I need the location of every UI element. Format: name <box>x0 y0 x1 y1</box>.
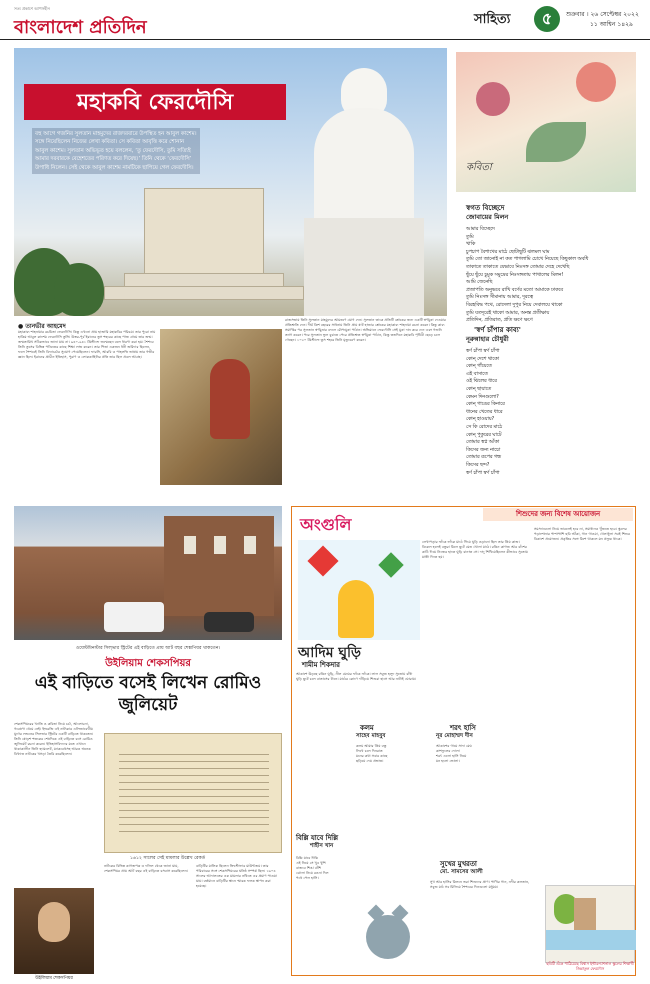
poem-author: নূরুন্নাহার চৌধুরী <box>466 335 509 343</box>
manuscript-lines <box>119 748 269 838</box>
kids-story-title: আদিম ঘুড়ি <box>298 645 361 661</box>
story-column: শেকসপিয়রের খ্যাতি ও কবিতা নিয়ে চর্চা, আলোচনা, গবেষণা থেমে নেই। ইংরেজি এই নাট্যকার এলিজাবেথীয় যুগের লন্ডনের সিলভার স্ট্রিটের একটি বাড়িতে থাকতেন। তিনি ষোড়শ শতকের শেষদিকে এই বাড়িতে বসে রোমিও জুলিয়েট রচনা করেন। ইতিহাসবিদদের মতে এখানে থাকাকালীন তিনি হ্যামলেট, ম্যাকবেথসহ আরও অনেক বিখ্যাত নাটকের খসড়া তৈরি করেছিলেন। <box>14 722 94 756</box>
kids-poem-body: সুখ আর হাসির মিলনে ভরা শিশুদের প্রাণ। পাখির গান, নদীর কলতান, সবুজ মাঠ সব মিলিয়ে শৈশবের দিনগুলো মধুময়। <box>430 880 530 889</box>
cat-body <box>366 915 410 959</box>
statue-body <box>314 108 414 228</box>
flower-art <box>476 82 510 116</box>
feature-intro: বহু আগে গজনির সুলতান মাহমুদের রাজদরবারে উপস্থিত হন আবুল কাশেম। সঙ্গে নিয়েছিলেন নিজের লেখা কবিতা। সে কবিতা আবৃত্তি করে শোনান আবুল কাশেম। সুলতান অভিভূত হয়ে বললেন, ‘তু ফেরদৌসি, তুমি সত্যিই আমার দরবারকে বেহেশতের পরিণত করে দিয়েছ।’ তিনি থেকে ‘ফেরদৌসি’ উপাধি নিলেন। সেই থেকে আবুল কাশেম নামটিকে ছাপিয়ে গেল ফেরদৌসি। <box>32 128 200 174</box>
drawing-caption: ছবিটি এঁকে পাঠিয়েছে বিশ্বাস ইন্টারন্যাশনাল স্কুলের শিক্ষার্থী জিন্নাতুল ফেরদৌস <box>546 961 634 971</box>
kids-poem-body: বিল্লি যাবে দিল্লি এই নিয়ে সে খুব খুশি বাজবে শিঙা বাঁশি ঝোলা নিয়ে রওনা দিল পথে পেল হাসি। <box>296 856 329 880</box>
feature-author: ● তানভীর আহমেদ <box>18 323 66 330</box>
feature-hero-photo <box>14 48 447 316</box>
flower-art <box>576 62 616 102</box>
logo-tagline: সত্য প্রকাশে আপসহীন <box>14 6 50 11</box>
date-line-secondary: ১১ আশ্বিন ১৪২৯ <box>590 21 633 28</box>
window <box>244 536 256 554</box>
poem-author: জোবায়ের মিলন <box>466 213 509 221</box>
poem-body: আমার বিচ্ছেদে তুমি খাকি চুপচাপ বৈশাখের মাঠে ছোটাছুটি ঝলমল ঘাম তুমি তো জানোই না কত পাগলামি চোখে নিয়েছে কিছুকাল অবধি তাকাতে তাকাতে যেভাবে নিঃসঙ্গ তোমার দেহে দেখেছি ছুঁয়ে ছুঁয়ে চুমুক সমুদ্রের নিঃসঙ্গতায় পাখালের মিলন! আমি জেনেছি প্রজাপতি অনুভবে রাখি বর্ণের মতো আমাকে ঢাকবে তুমি নিঃসঙ্গ সীমানায় আমার, দূরত্বে বিরহবিদ্ধ পথে, রোদেলা দুপুর নিয়ে দেবালয়ে থাকো তুমি যতদূরেই থাকো আমার, অনন্ত প্রতীক্ষায় প্রতিদিন, প্রতিরাত, প্রতি ক্ষণে ক্ষণে <box>466 227 589 324</box>
poem-title: 'স্বর্ণ চাঁপার কাব্য' <box>474 326 521 334</box>
kids-special-label: শিশুদের জন্য বিশেষ আয়োজন <box>483 508 633 521</box>
portrait-face <box>38 902 70 942</box>
kids-poem-author: শাহীন খান <box>310 843 334 849</box>
kids-story-text: আকাশে উড়ছে রঙিন ঘুড়ি, নীল মেঘের ফাঁকে ফাঁকে। লাল সবুজ হলুদ সুতোয় বাঁধা ঘুড়ি ছুটে চলে বাতাসের টানে। মাঠের কোণে দাঁড়িয়ে শিশুরা হাসে আর নাটাই ঘোরায়। <box>296 672 417 681</box>
manuscript-image <box>104 733 282 853</box>
kids-column-text: সমস্যাগুলো নিয়ে ভাবলেই হবে না, সমাধানও খুঁজতে হবে। স্কুলের পড়াশোনার পাশাপাশি ছবি আঁকা, গান গাওয়া, খেলাধুলা সবই শিশুর বিকাশে প্রয়োজন। প্রকৃতির সঙ্গে মিশে থাকলে মন প্রফুল্ল থাকে। <box>534 527 630 541</box>
story-column: বাড়িটির মালিক ছিলেন ক্রিস্টোফার মাউন্টজয়। তার পরিবারের সঙ্গে শেকসপিয়রের ঘনিষ্ঠ সম্পর্ক ছিল। ১৬০৪ সালের আদালতের এক মামলার নথিতে এর প্রমাণ পাওয়া যায়। বর্তমানে বাড়িটির স্থানে স্মারক ফলক স্থাপন করা হয়েছে। <box>196 864 277 888</box>
kids-poem-title: বিল্লি যাবে দিল্লি <box>296 834 338 842</box>
kids-poem-author: সাহেব মাহবুব <box>356 733 386 739</box>
poetry-column <box>456 52 636 492</box>
manuscript-caption: ১৬১২ সালের সেই মামলার উল্লেখ রেকর্ড <box>130 856 206 861</box>
kite-illustration <box>298 540 420 640</box>
story-column: নাটকের বিভিন্ন কাগজপত্র ও দলিল থেকে জানা যায়, শেকসপিয়র প্রায় আট বছর এই বাড়িতে বসবাস করেছিলেন। <box>104 864 189 873</box>
kids-poem-author: নূর মোহাম্মদ দীন <box>436 733 473 739</box>
kids-poem-body: আকাশের গায়ে সাদা মেঘ কাশফুলের দোলা শরৎ এলো হাসি নিয়ে মন হলো ভোলা। <box>436 744 472 763</box>
kids-story-author: শামীম শিকদার <box>302 661 340 669</box>
kids-poem-title: কলম <box>360 724 374 732</box>
car <box>204 612 254 632</box>
story-headline: এই বাড়িতে বসেই লিখেন রোমিও জুলিয়েট <box>34 673 262 715</box>
window <box>214 536 226 554</box>
cat-illustration <box>356 895 420 965</box>
child-photo <box>574 898 596 930</box>
section-name: সাহিত্য <box>474 12 511 27</box>
tomb-step <box>104 286 304 300</box>
tree <box>54 263 104 316</box>
date-line: শুক্রবার । ২৬ সেপ্টেম্বর ২০২২ <box>566 11 639 18</box>
house-photo <box>14 506 282 640</box>
feature-column-right: রাজসভায় তিনি সুলতান মাহমুদের আমন্ত্রণে যোগ দেন। সুলতান তাকে প্রতিটি শ্লোকের জন্য একটি স্বর্ণমুদ্রা দেওয়ার প্রতিশ্রুতি দেন। দীর্ঘ ত্রিশ বছরের সাধনায় তিনি প্রায় ষাট হাজার শ্লোকের মহাকাব্য শাহনামা রচনা করেন। কিন্তু কাব্য সমাপ্তির পর সুলতান স্বর্ণমুদ্রার বদলে রৌপ্যমুদ্রা পাঠান। অভিমানে ফেরদৌসি সেই মুদ্রা দান করে দেন এবং গজনি ত্যাগ করেন। পরে সুলতান ভুল বুঝতে পেরে প্রতিশ্রুত স্বর্ণমুদ্রা পাঠান, কিন্তু ততদিনে মহাকবি পৃথিবী ছেড়ে চলে গেছেন। ১০২০ খ্রিস্টাব্দে তুস শহরে তিনি মৃত্যুবরণ করেন। <box>285 318 446 342</box>
kite-shape <box>378 552 403 577</box>
boy-figure <box>338 580 374 638</box>
building <box>164 516 274 616</box>
kids-poem-title: সুখের মুখরতা <box>440 860 477 868</box>
masthead <box>0 0 650 40</box>
kids-poem-author: মো. সামসের আলী <box>440 869 483 875</box>
tomb-step <box>124 273 284 287</box>
painted-figure <box>210 359 250 439</box>
kids-banner-title: অংগুলি <box>300 515 352 534</box>
poetry-label: কবিতা <box>466 162 492 173</box>
kids-poem-body: কলম আমার প্রিয় বন্ধু লিখে চলে দিনরাত মনের কথা সবার কাছে ছড়িয়ে দেয় প্রভাত। <box>356 744 388 763</box>
logo[interactable] <box>14 6 164 36</box>
window <box>184 536 196 554</box>
leaf-art <box>526 122 586 162</box>
van <box>104 602 164 632</box>
house-photo-caption: ওয়েস্টমিনস্টার সিল্ভার স্ট্রিটের এই বাড়িতে প্রায় আট বছর শেক্সপিয়র থাকতেন। <box>75 646 221 651</box>
story-kicker: উইলিয়াম শেকসপিয়র <box>105 658 191 669</box>
poetry-illustration <box>456 52 636 192</box>
tomb-monument <box>144 188 264 278</box>
poem-title: স্বগত বিচ্ছেদে <box>466 204 505 212</box>
poem-body: স্বর্ণ চাঁপা স্বর্ণ চাঁপা কোন্ দেশে থাকো কোন্ গাঁয়েতে এই বাসাতে ওই ঝিলের ধারে কোন্ ছায়াতে কেমন দিনগুলো? কোন্ গাঙের কিনারে ধানের খেতের ধারে কোন্ হাওয়ায়? সে কি রোদের মাঠে কোন্ পুকুরের ঘাটে তোমার স্বপ্ন আঁকা কিসের জন্য নাচো তোমার রূপের গন্ধ কিসের ছন্দ? স্বর্ণ চাঁপা স্বর্ণ চাঁপা <box>466 349 505 476</box>
kids-banner <box>300 512 418 534</box>
statue-pedestal <box>304 218 424 316</box>
shakespeare-portrait <box>14 888 94 974</box>
kite-shape <box>307 545 338 576</box>
ferdowsi-painting <box>160 329 282 485</box>
feature-title: মহাকবি ফেরদৌসি <box>24 84 286 120</box>
kids-story-text: লেখাপড়ার ফাঁকে ফাঁকে মাঠে গিয়ে ঘুড়ি ওড়ানো ছিল তার প্রিয় কাজ। বিকেল হলেই বন্ধুরা মিলে ছুটে যেত খোলা মাঠে। রঙিন কাগজ আর বাঁশের কাঠি দিয়ে নিজের হাতে ঘুড়ি বানাত সে। দাদু শিখিয়েছিলেন কীভাবে সুতোয় মাঞ্জা দিতে হয়। <box>422 540 528 559</box>
drawing-river <box>546 930 636 950</box>
kids-poem-title: শরৎ হাসি <box>450 724 476 732</box>
portrait-caption: উইলিয়াম শেকসপিয়র <box>35 976 73 981</box>
page-number-badge: ৫ <box>534 6 560 32</box>
logo-text: বাংলাদেশ প্রতিদিন <box>14 17 147 38</box>
feature-column-left: মহাকাব্য শাহনামার রচয়িতা ফেরদৌসি। কিন্তু এখনো প্রায় হাজারি মহাকবির পরিচয়। তার পুরো নাম হাকিম আবুল কাশেম ফেরদৌসি তুসি। উত্তর-পূর্ব ইরানের তুস শহরের কাছে পাজ গ্রামে তার জন্ম। জন্মতারিখ সঠিকভাবে জানা যায় না। ৯৪০-৯৪১ খ্রিস্টাব্দে জন্মেছেন বলে ধারণা করা হয়। শৈশবে তিনি তুসের বিভিন্ন পণ্ডিতের কাছে শিক্ষা লাভ করেন। তার পিতা একজন ধনী জমিদার ছিলেন, ফলে শৈশবেই তিনি বিদ্যাচর্চার সুযোগ পেয়েছিলেন। ফারসি, আরবি ও পাহলভি ভাষায় তার গভীর জ্ঞান ছিল। ইরানের প্রাচীন ইতিহাস, পুরাণ ও লোককাহিনির প্রতি তার ছিল প্রবল আগ্রহ। <box>18 330 156 359</box>
